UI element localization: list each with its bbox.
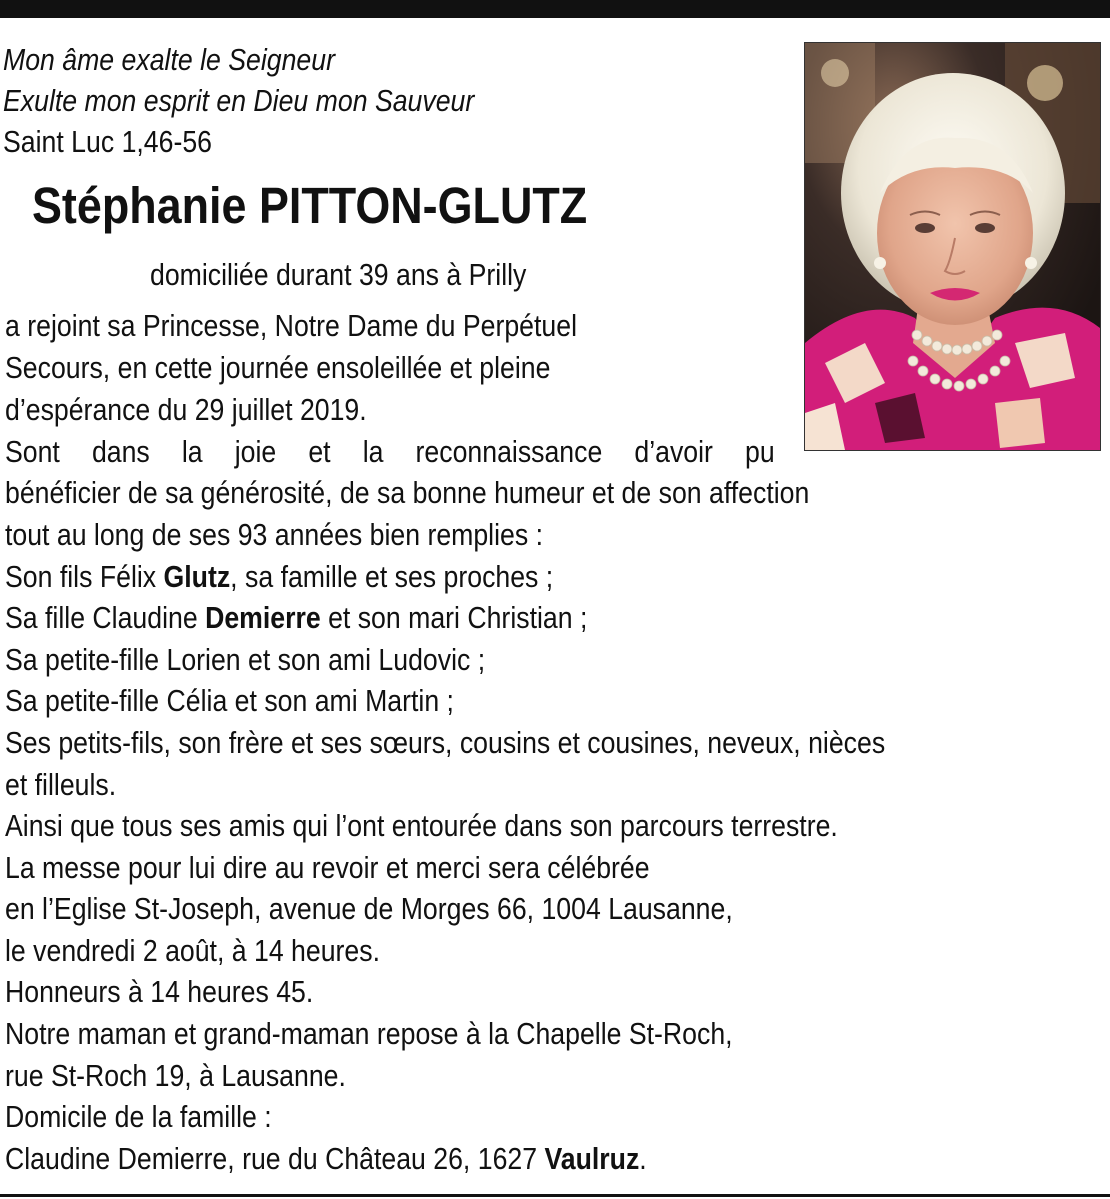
portrait-photo xyxy=(804,42,1101,451)
son-suffix: , sa famille et ses proches ; xyxy=(230,559,554,594)
bottom-rule xyxy=(0,1194,1110,1197)
ceremony-line-2: en l’Eglise St-Joseph, avenue de Morges 66, 1004 Lausanne, xyxy=(5,891,733,926)
family-son xyxy=(5,556,553,598)
address-town: Vaulruz xyxy=(544,1141,640,1176)
family-others-line-1: Ses petits-fils, son frère et ses sœurs, cousins et cousines, neveux, nièces xyxy=(5,725,886,760)
address-suffix: . xyxy=(639,1141,647,1176)
deceased-residence: domiciliée durant 39 ans à Prilly xyxy=(150,257,527,292)
portrait-illustration xyxy=(805,43,1100,450)
family-others-line-2: et filleuls. xyxy=(5,767,117,802)
body-line-3: d’espérance du 29 juillet 2019. xyxy=(5,392,367,427)
epigraph-line-2: Exulte mon esprit en Dieu mon Sauveur xyxy=(3,83,475,118)
family-granddaughter-2: Sa petite-fille Célia et son ami Martin ; xyxy=(5,683,454,718)
ceremony-honours: Honneurs à 14 heures 45. xyxy=(5,974,314,1009)
daughter-suffix: et son mari Christian ; xyxy=(320,600,588,635)
body-line-1: a rejoint sa Princesse, Notre Dame du Perpétuel xyxy=(5,308,577,343)
body-line-2: Secours, en cette journée ensoleillée et pleine xyxy=(5,350,551,385)
body-line-6: tout au long de ses 93 années bien remplies : xyxy=(5,517,544,552)
body-line-5: bénéficier de sa générosité, de sa bonne humeur et de son affection xyxy=(5,475,810,510)
address-label: Domicile de la famille : xyxy=(5,1099,272,1134)
daughter-prefix: Sa fille Claudine xyxy=(5,600,206,635)
top-rule xyxy=(0,0,1110,18)
ceremony-line-3: le vendredi 2 août, à 14 heures. xyxy=(5,933,380,968)
address-prefix: Claudine Demierre, rue du Château 26, 1627 xyxy=(5,1141,545,1176)
daughter-surname: Demierre xyxy=(205,600,321,635)
son-surname: Glutz xyxy=(163,559,231,594)
epigraph-line-1: Mon âme exalte le Seigneur xyxy=(3,42,335,77)
address-line xyxy=(5,1138,647,1180)
family-granddaughter-1: Sa petite-fille Lorien et son ami Ludovic ; xyxy=(5,642,486,677)
deceased-name: Stéphanie PITTON-GLUTZ xyxy=(32,177,588,234)
epigraph-reference: Saint Luc 1,46-56 xyxy=(3,124,212,159)
family-friends: Ainsi que tous ses amis qui l’ont entourée dans son parcours terrestre. xyxy=(5,808,838,843)
body-line-4: Sont dans la joie et la reconnaissance d’avoir pu xyxy=(5,434,775,469)
rest-line-1: Notre maman et grand-maman repose à la Chapelle St-Roch, xyxy=(5,1016,733,1051)
son-prefix: Son fils Félix xyxy=(5,559,164,594)
rest-line-2: rue St-Roch 19, à Lausanne. xyxy=(5,1058,346,1093)
ceremony-line-1: La messe pour lui dire au revoir et merci sera célébrée xyxy=(5,850,650,885)
family-daughter xyxy=(5,597,587,639)
